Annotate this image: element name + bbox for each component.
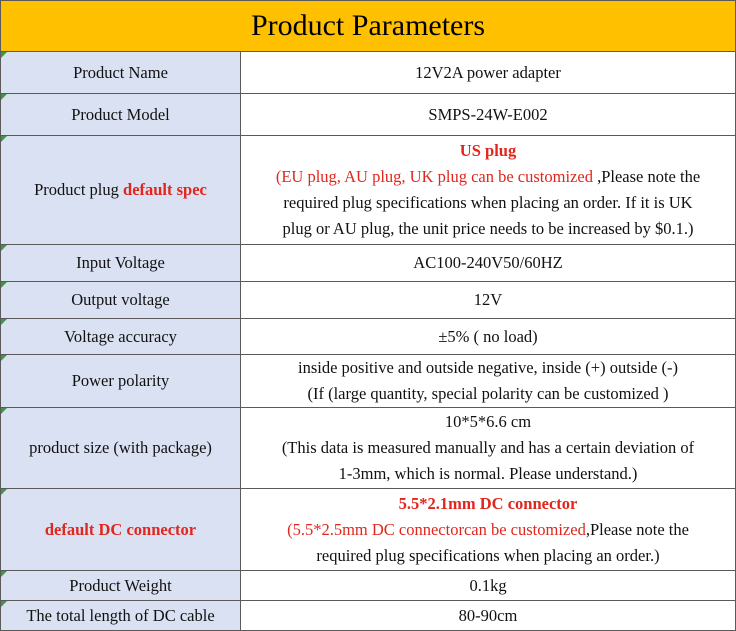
table-row [1,94,736,136]
dc-line-1 [247,517,729,543]
size-line-3: 1-3mm, which is normal. Please understand.) [338,464,638,483]
plug-line-3: plug or AU plug, the unit price needs to be increased by $0.1.) [282,219,694,238]
polarity-line-1: inside positive and outside negative, inside (+) outside (-) [297,358,678,377]
row-label: Power polarity [1,355,241,408]
row-value: 12V [241,282,736,319]
plug-line-2: required plug specifications when placing an order. If it is UK [283,193,693,212]
row-value: 80-90cm [241,601,736,631]
table-row [1,282,736,319]
row-label: Product Name [1,52,241,94]
parameters-table [0,51,736,631]
row-value: SMPS-24W-E002 [241,94,736,136]
plug-customize-note: (EU plug, AU plug, UK plug can be customized [275,167,593,186]
row-label: Voltage accuracy [1,319,241,355]
row-value: 0.1kg [241,571,736,601]
table-row [1,136,736,245]
size-line-2: (This data is measured manually and has a certain deviation of [281,438,695,457]
row-value [241,355,736,408]
row-label: The total length of DC cable [1,601,241,631]
table-row [1,408,736,489]
table-row [1,319,736,355]
row-value [241,489,736,571]
plug-line-1-rest: ,Please note the [592,167,701,186]
plug-headline: US plug [459,141,517,160]
dc-line-2: required plug specifications when placing an order.) [316,545,660,565]
row-label: Output voltage [1,282,241,319]
table-row [1,355,736,408]
row-label: default DC connector [1,489,241,571]
table-row [1,601,736,631]
table-row [1,571,736,601]
dc-line-1-rest: ,Please note the [585,519,689,539]
row-value: 12V2A power adapter [241,52,736,94]
dc-headline: 5.5*2.1mm DC connector [398,493,578,513]
row-label [1,136,241,245]
plug-line-1 [247,164,729,190]
plug-label-text: Product plug [34,180,119,199]
row-label: product size (with package) [1,408,241,489]
row-value: ±5% ( no load) [241,319,736,355]
table-row [1,489,736,571]
row-label: Product Weight [1,571,241,601]
table-row [1,52,736,94]
row-value [241,408,736,489]
page-title: Product Parameters [0,0,736,51]
size-line-1: 10*5*6.6 cm [444,412,532,431]
row-value [241,136,736,245]
row-label: Input Voltage [1,245,241,282]
plug-label-highlight: default spec [123,180,207,199]
row-value: AC100-240V50/60HZ [241,245,736,282]
polarity-line-2: (If (large quantity, special polarity can be customized ) [307,384,669,403]
row-label: Product Model [1,94,241,136]
table-row [1,245,736,282]
dc-customize-note: (5.5*2.5mm DC connectorcan be customized [287,519,586,539]
